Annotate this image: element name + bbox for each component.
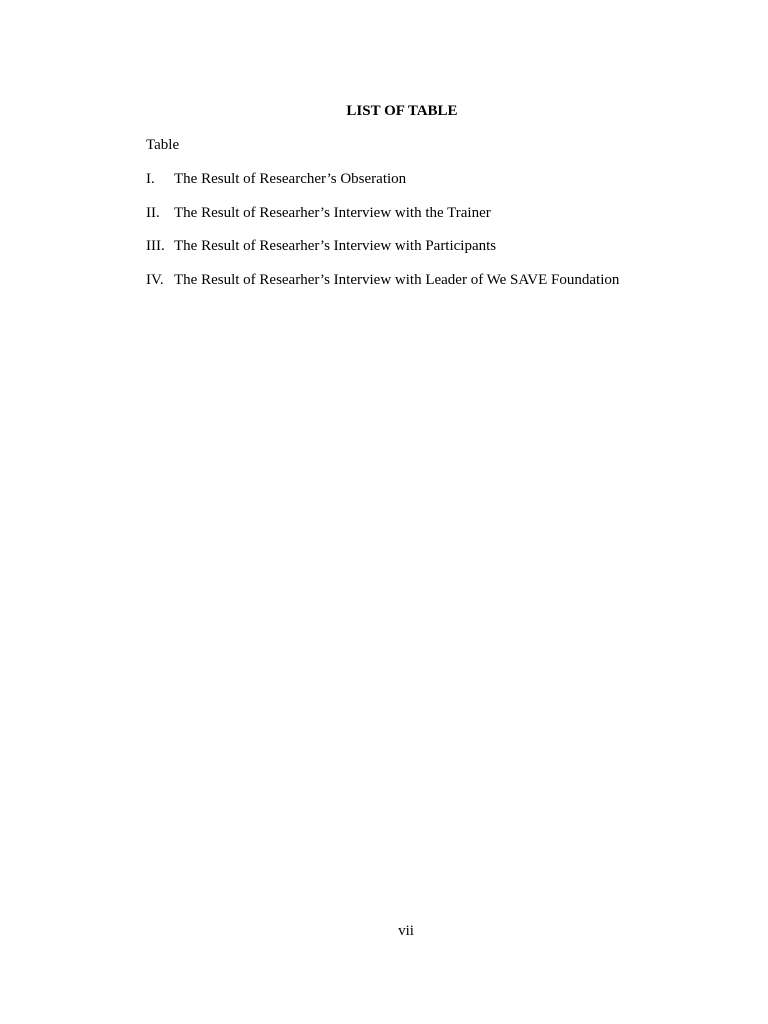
table-list-item bbox=[146, 203, 706, 223]
table-title: The Result of Researher’s Interview with Leader of We SAVE Foundation bbox=[174, 272, 620, 289]
page-number: vii bbox=[398, 923, 414, 939]
table-number: I. bbox=[146, 171, 155, 187]
table-number: III. bbox=[146, 238, 165, 255]
page-title: LIST OF TABLE bbox=[346, 103, 458, 119]
table-column-label: Table bbox=[146, 137, 180, 153]
table-list-item bbox=[146, 169, 706, 189]
table-title: The Result of Researher’s Interview with Participants bbox=[174, 238, 497, 255]
table-list-item bbox=[146, 270, 706, 290]
table-title: The Result of Researcher’s Obseration bbox=[174, 171, 407, 187]
table-list bbox=[146, 169, 706, 304]
table-number: II. bbox=[146, 204, 160, 221]
table-list-item bbox=[146, 236, 706, 256]
table-title: The Result of Researher’s Interview with the Trainer bbox=[174, 204, 491, 221]
table-number: IV. bbox=[146, 272, 164, 289]
